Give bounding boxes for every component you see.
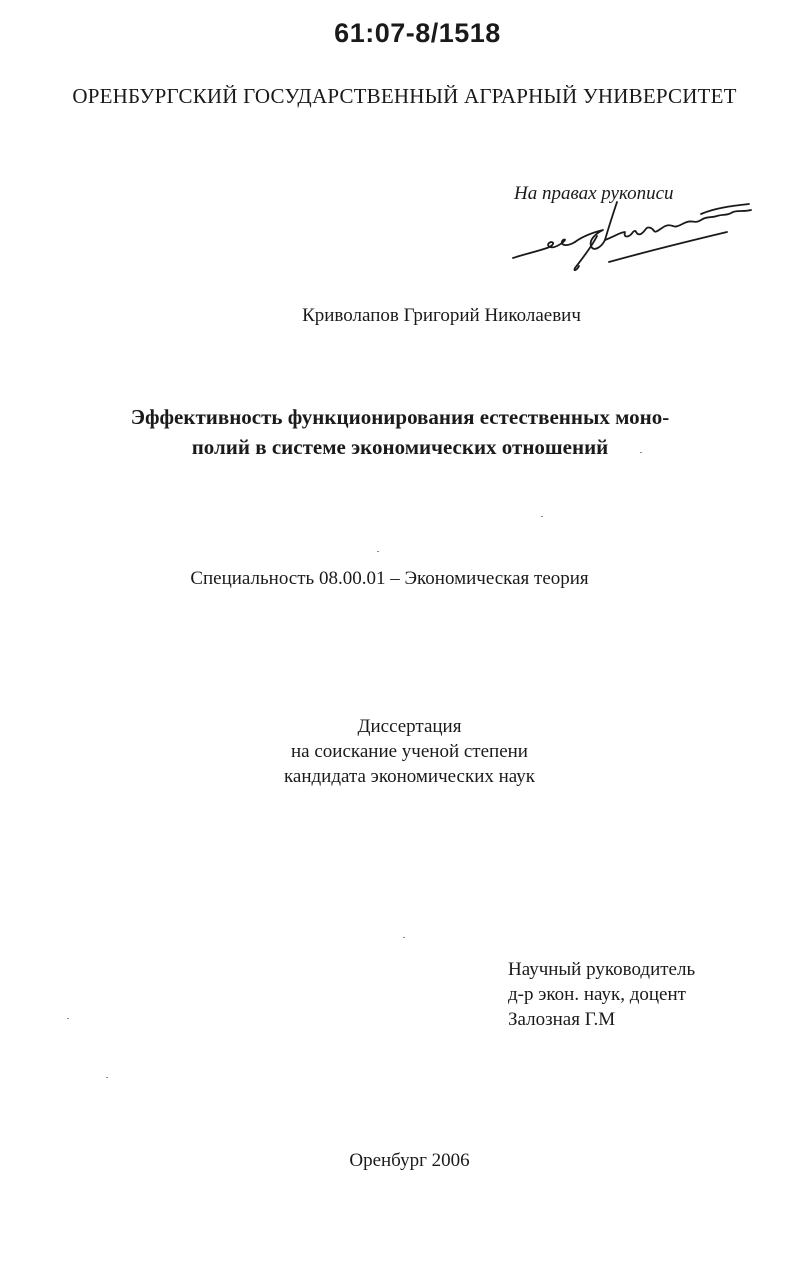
degree-line-1: Диссертация [357,716,462,737]
supervisor-degree: д-р экон. наук, доцент [508,984,686,1005]
scan-speck [67,1018,69,1019]
supervisor-role: Научный руководитель [508,959,696,980]
dissertation-title [60,402,740,462]
archive-code: 61:07-8/1518 [334,18,501,48]
scan-speck [106,1077,108,1078]
manuscript-note: На правах рукописи [514,183,674,204]
title-line-2: полий в системе экономических отношений [191,435,609,459]
scan-speck [640,452,642,453]
supervisor-name: Залозная Г.М [508,1009,616,1030]
scan-speck [403,937,405,938]
university-name: ОРЕНБУРГСКИЙ ГОСУДАРСТВЕННЫЙ АГРАРНЫЙ УНИВЕРСИТЕТ [72,84,737,108]
title-line-1: Эффективность функционирования естественных моно- [130,405,670,429]
author-name: Криволапов Григорий Николаевич [302,305,581,326]
handwritten-signature [505,196,765,276]
supervisor-block [508,957,695,1032]
scan-speck [377,551,379,552]
dissertation-degree [0,714,799,789]
city-year: Оренбург 2006 [349,1150,470,1171]
scan-speck [541,516,543,517]
degree-line-3: кандидата экономических наук [283,766,536,787]
degree-line-2: на соискание ученой степени [291,741,528,762]
specialty: Специальность 08.00.01 – Экономическая теория [190,568,589,589]
